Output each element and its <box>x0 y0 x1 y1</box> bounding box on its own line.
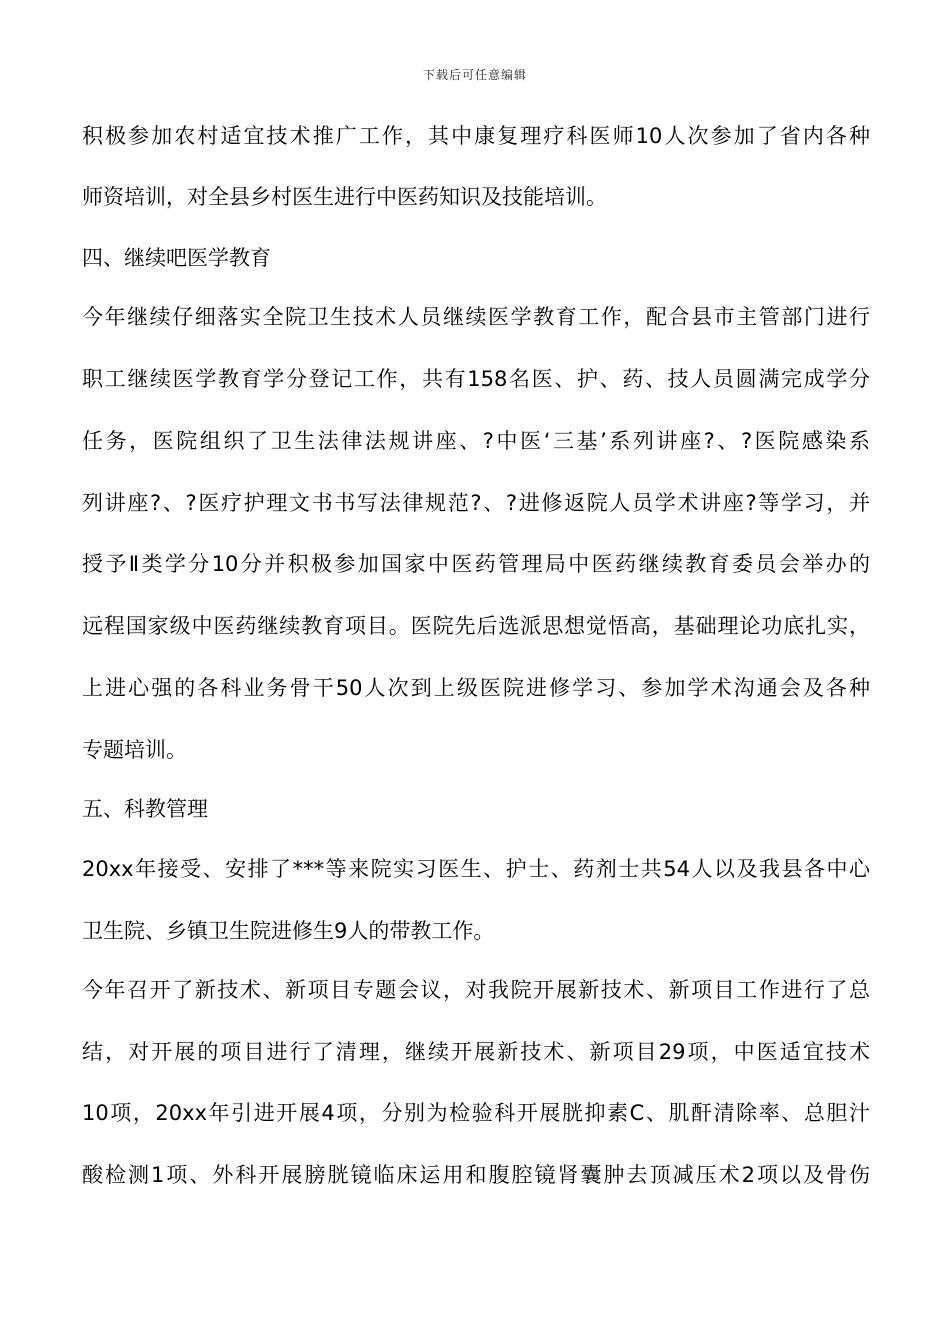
body-line: 今年继续仔细落实全院卫生技术人员继续医学教育工作，配合县市主管部门进行 <box>82 305 870 329</box>
body-line: 卫生院、乡镇卫生院进修生9人的带教工作。 <box>82 919 495 943</box>
body-line: 今年召开了新技术、新项目专题会议，对我院开展新技术、新项目工作进行了总 <box>82 978 870 1002</box>
body-line: 职工继续医学教育学分登记工作，共有158名医、护、药、技人员圆满完成学分 <box>82 367 870 391</box>
section-heading: 四、继续吧医学教育 <box>82 246 271 270</box>
body-line: 积极参加农村适宜技术推广工作，其中康复理疗科医师10人次参加了省内各种 <box>82 124 870 148</box>
body-line: 10项，20xx年引进开展4项，分别为检验科开展胱抑素C、肌酐清除率、总胆汁 <box>82 1101 870 1125</box>
header-note: 下载后可任意编辑 <box>422 68 527 82</box>
section-heading: 五、科教管理 <box>82 797 208 821</box>
body-line: 专题培训。 <box>82 738 187 762</box>
body-line: 师资培训，对全县乡村医生进行中医药知识及技能培训。 <box>82 185 607 209</box>
body-line: 20xx年接受、安排了***等来院实习医生、护士、药剂士共54人以及我县各中心 <box>82 857 870 881</box>
body-line: 上进心强的各科业务骨干50人次到上级医院进修学习、参加学术沟通会及各种 <box>82 676 870 700</box>
body-line: 远程国家级中医药继续教育项目。医院先后选派思想觉悟高，基础理论功底扎实， <box>82 614 870 638</box>
body-line: 任务，医院组织了卫生法律法规讲座、?中医‘三基’系列讲座?、?医院感染系 <box>82 429 870 453</box>
body-line: 酸检测1项、外科开展膀胱镜临床运用和腹腔镜肾囊肿去顶减压术2项以及骨伤 <box>82 1163 870 1187</box>
body-line: 结，对开展的项目进行了清理，继续开展新技术、新项目29项，中医适宜技术 <box>82 1040 870 1064</box>
body-line: 列讲座?、?医疗护理文书书写法律规范?、?进修返院人员学术讲座?等学习，并 <box>82 491 870 515</box>
body-line: 授予Ⅱ类学分10分并积极参加国家中医药管理局中医药继续教育委员会举办的 <box>82 552 870 576</box>
